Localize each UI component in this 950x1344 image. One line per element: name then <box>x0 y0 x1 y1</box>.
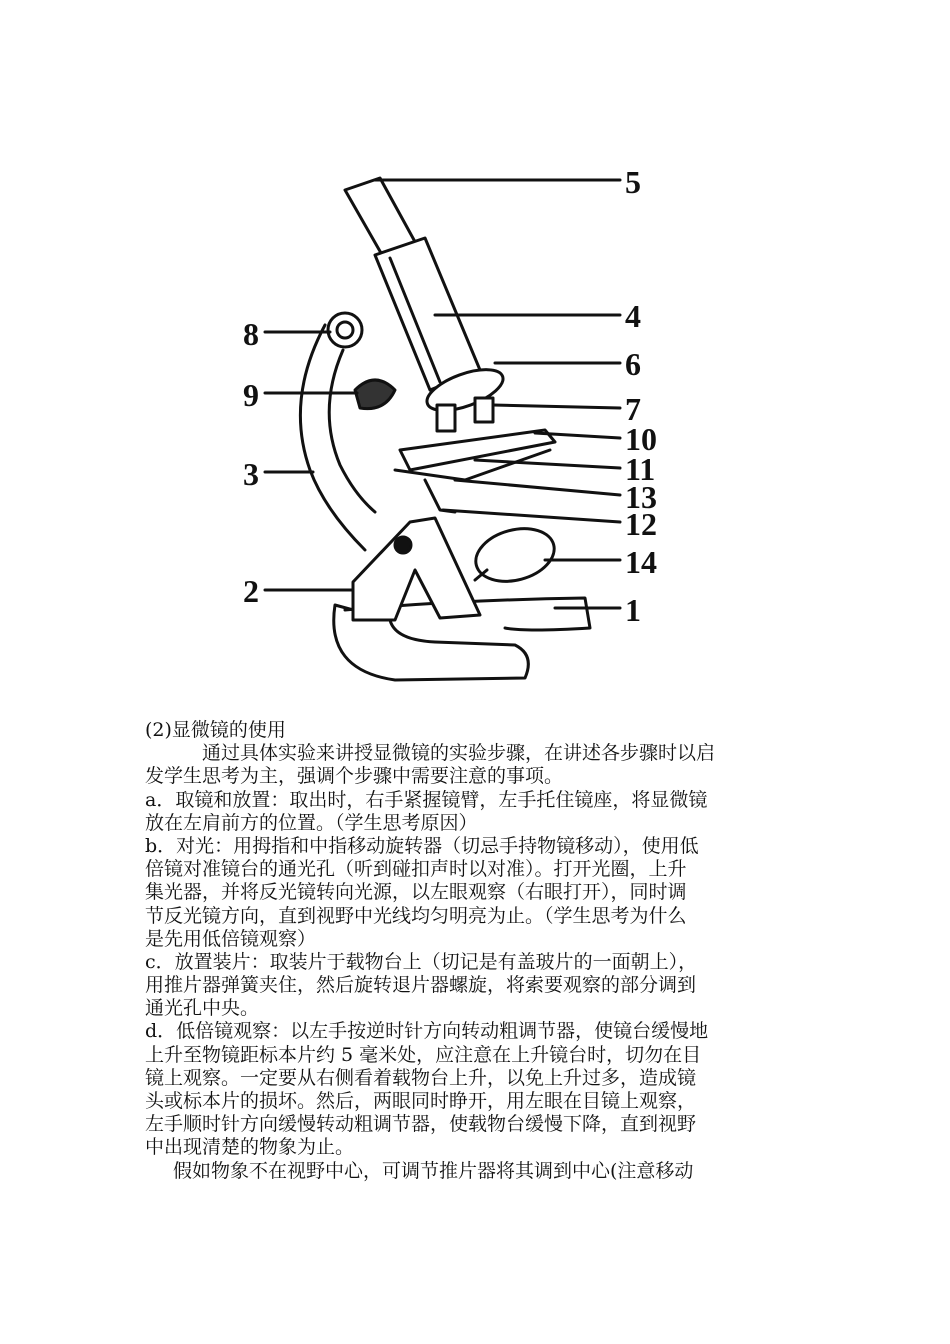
label-9: 9 <box>243 377 259 413</box>
label-12: 12 <box>625 506 657 542</box>
coarse-knob-shape <box>328 313 362 347</box>
label-6: 6 <box>625 346 641 382</box>
label-1: 1 <box>625 592 641 628</box>
label-7: 7 <box>625 391 641 427</box>
label-10: 10 <box>625 421 657 457</box>
paragraph-line: c．放置装片：取装片于载物台上（切记是有盖玻片的一面朝上）， <box>145 950 698 973</box>
document-body <box>145 719 809 1183</box>
paragraph-line: 放在左肩前方的位置。（学生思考原因） <box>145 811 478 834</box>
paragraph-line: 上升至物镜距标本片约 5 毫米处，应注意在上升镜台时，切勿在目 <box>145 1043 702 1066</box>
label-4: 4 <box>625 298 641 334</box>
paragraph-line: b．对光：用拇指和中指移动旋转器（切忌手持物镜移动），使用低 <box>145 834 699 857</box>
label-2: 2 <box>243 573 259 609</box>
mirror-shape <box>470 520 560 589</box>
paragraph-line: 集光器，并将反光镜转向光源，以左眼观察（右眼打开），同时调 <box>145 881 687 904</box>
label-13: 13 <box>625 479 657 515</box>
paragraph-line: 是先用低倍镜观察） <box>145 927 317 950</box>
paragraph-line: a．取镜和放置：取出时，右手紧握镜臂，左手托住镜座，将显微镜 <box>145 788 708 811</box>
paragraph-line: 通光孔中央。 <box>145 997 260 1020</box>
section-heading: (2)显微镜的使用 <box>145 719 286 741</box>
paragraph-line: 头或标本片的损坏。然后，两眼同时睁开，用左眼在目镜上观察， <box>145 1090 697 1112</box>
microscope-diagram <box>225 150 695 690</box>
label-5: 5 <box>625 164 641 200</box>
paragraph-line: 假如物象不在视野中心，可调节推片器将其调到中心(注意移动 <box>173 1159 694 1182</box>
microscope-drawing <box>225 150 695 690</box>
paragraph-line: 通过具体实验来讲授显微镜的实验步骤，在讲述各步骤时以启 <box>202 742 716 765</box>
paragraph-line: 镜上观察。一定要从右侧看着载物台上升，以免上升过多，造成镜 <box>145 1066 697 1089</box>
label-3: 3 <box>243 456 259 492</box>
paragraph-line: 节反光镜方向，直到视野中光线均匀明亮为止。（学生思考为什么 <box>145 904 687 927</box>
paragraph-line: 左手顺时针方向缓慢转动粗调节器，使载物台缓慢下降，直到视野 <box>145 1113 697 1136</box>
paragraph-line: 发学生思考为主，强调个步骤中需要注意的事项。 <box>145 765 564 788</box>
paragraph-line: d．低倍镜观察：以左手按逆时针方向转动粗调节器，使镜台缓慢地 <box>145 1020 709 1043</box>
label-14: 14 <box>625 544 657 580</box>
paragraph-line: 中出现清楚的物象为止。 <box>145 1136 355 1159</box>
label-8: 8 <box>243 316 259 352</box>
paragraph-line: 用推片器弹簧夹住，然后旋转退片器螺旋，将索要观察的部分调到 <box>145 974 697 997</box>
paragraph-line: 倍镜对准镜台的通光孔（听到碰扣声时以对准）。打开光圈，上升 <box>145 858 687 881</box>
fine-knob-shape <box>355 380 395 409</box>
label-11: 11 <box>625 451 656 487</box>
